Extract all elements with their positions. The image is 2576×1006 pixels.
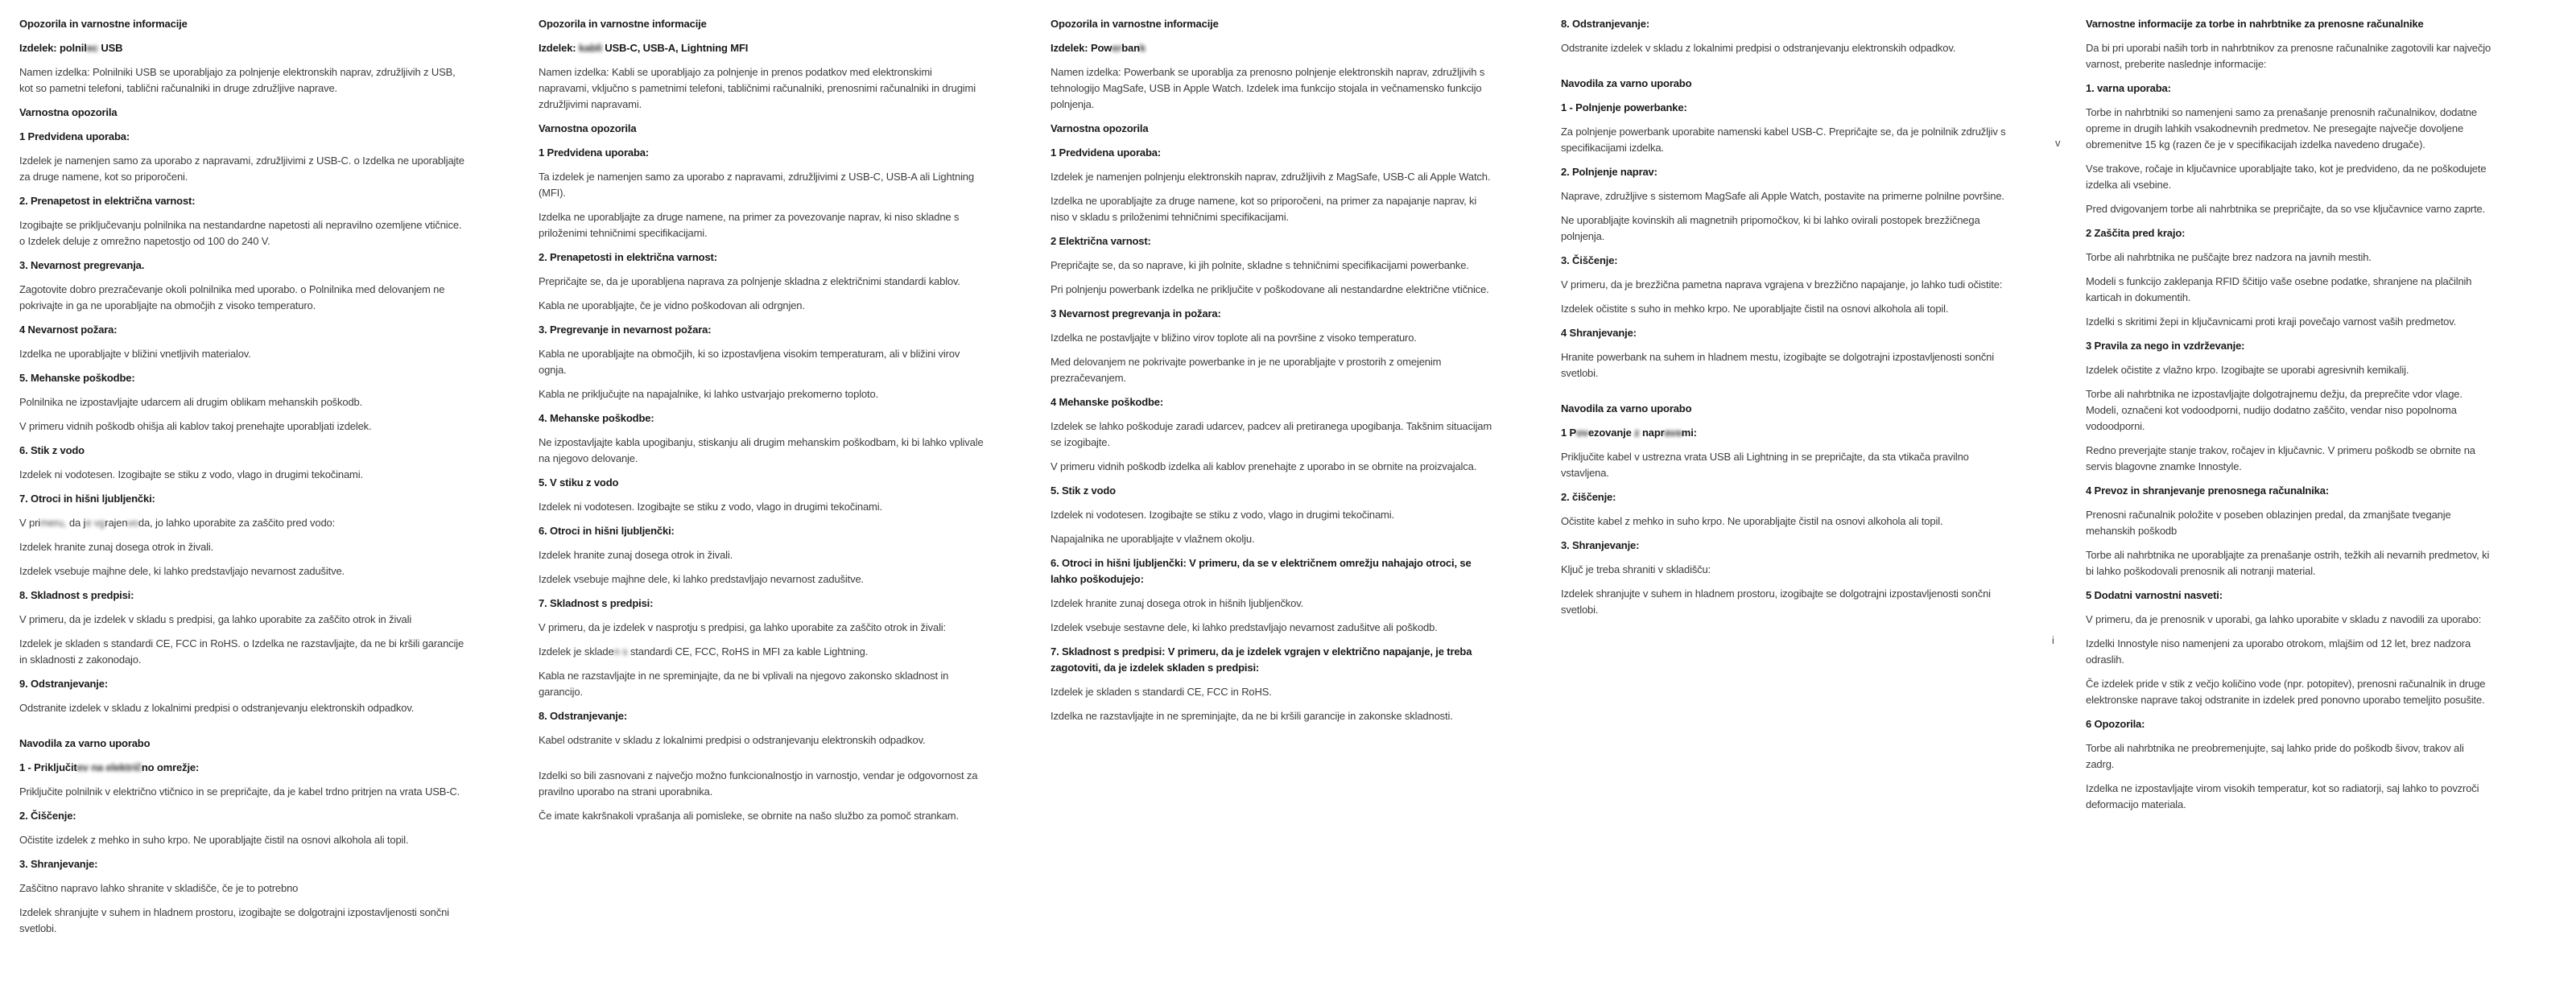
text-segment: 1 P	[1561, 427, 1577, 439]
text-segment: USB	[97, 42, 123, 54]
paragraph: Pred dvigovanjem torbe ali nahrbtnika se prepričajte, da so vse ključavnice varno zaprte.	[2086, 203, 2486, 215]
heading: 3. Shranjevanje:	[1561, 539, 1640, 551]
paragraph: Izdelek hranite zunaj dosega otrok in živali.	[19, 541, 214, 553]
blurred-text-segment: ev na električ	[76, 761, 142, 773]
paragraph: Ta izdelek je namenjen samo za uporabo z napravami, združljivimi z USB-C, USB-A ali Lightning (MFI).	[539, 171, 974, 199]
heading	[539, 40, 985, 56]
paragraph: Izdelek je skladen s standardi CE, FCC in RoHS. o Izdelka ne razstavljajte, da ne bi kršili garancije in skladnosti z zakonodajo.	[19, 637, 464, 666]
paragraph: Napajalnika ne uporabljajte v vlažnem okolju.	[1051, 533, 1255, 545]
paragraph: Ne uporabljajte kovinskih ali magnetnih pripomočkov, ki bi lahko ovirali postopek brezžičnega polnjenja.	[1561, 214, 1980, 242]
heading	[1561, 425, 2008, 441]
paragraph: Priključite kabel v ustrezna vrata USB ali Lightning in se prepričajte, da sta vtikača pravilno vstavljena.	[1561, 451, 1969, 479]
text-segment: USB-C, USB-A, Lightning MFI	[601, 42, 749, 54]
paragraph	[19, 515, 466, 531]
blurred-text-segment: k	[1139, 42, 1146, 54]
heading: 4 Mehanske poškodbe:	[1051, 396, 1164, 408]
paragraph: Kabel odstranite v skladu z lokalnimi predpisi o odstranjevanju elektronskih odpadkov.	[539, 734, 926, 746]
text-segment: Izdelek je sklade	[539, 645, 614, 658]
paragraph: Odstranite izdelek v skladu z lokalnimi predpisi o odstranjevanju elektronskih odpadkov.	[19, 702, 415, 714]
heading: 6 Opozorila:	[2086, 718, 2145, 730]
heading: Opozorila in varnostne informacije	[19, 18, 188, 30]
text-segment: no omrežje:	[141, 761, 200, 773]
paragraph: Izdelek ni vodotesen. Izogibajte se stiku z vodo, vlago in drugimi tekočinami.	[19, 468, 363, 480]
blurred-text-segment: ec	[86, 42, 98, 54]
paragraph: Polnilnika ne izpostavljajte udarcem ali drugim oblikam mehanskih poškodb.	[19, 396, 363, 408]
heading: 2 Električna varnost:	[1051, 235, 1151, 247]
paragraph: V primeru vidnih poškodb ohišja ali kablov takoj prenehajte uporabljati izdelek.	[19, 420, 372, 432]
heading: 5. V stiku z vodo	[539, 476, 619, 489]
heading	[19, 760, 466, 776]
paragraph: Torbe ali nahrbtnika ne preobremenjujte, saj lahko pride do poškodb šivov, trakov ali zadrg.	[2086, 742, 2464, 770]
heading: Varnostna opozorila	[1051, 122, 1149, 134]
paragraph: V primeru, da je izdelek v skladu s predpisi, ga lahko uporabite za zaščito otrok in živali	[19, 613, 412, 625]
heading: 5 Dodatni varnostni nasveti:	[2086, 589, 2223, 601]
paragraph: Izdelka ne uporabljajte v bližini vnetljivih materialov.	[19, 348, 251, 360]
paragraph: V primeru, da je brezžična pametna naprava vgrajena v brezžično napajanje, jo lahko tudi očistite:	[1561, 278, 2003, 291]
paragraph	[539, 644, 985, 660]
paragraph: Za polnjenje powerbank uporabite namenski kabel USB-C. Prepričajte se, da je polnilnik združljiv s specifikacijami izdelka.	[1561, 126, 2006, 154]
column-cables-warnings	[539, 16, 985, 832]
text-segment: da j	[66, 517, 86, 529]
heading: 8. Odstranjevanje:	[539, 710, 628, 722]
blurred-text-segment: n s	[613, 645, 628, 658]
paragraph: Torbe ali nahrbtnika ne uporabljajte za prenašanje ostrih, težkih ali nevarnih predmetov, ki bi lahko poškodovali prenosnik ali notranji material.	[2086, 549, 2490, 577]
paragraph: Namen izdelka: Powerbank se uporablja za prenosno polnjenje elektronskih naprav, združljivih s tehnologijo MagSafe, USB in Apple Watch. Izdelek ima funkcijo stojala in večnamensko funkcijo polnjenja.	[1051, 66, 1485, 110]
paragraph: Kabla ne uporabljajte na območjih, ki so izpostavljena visokim temperaturam, ali v bližini virov ognja.	[539, 348, 960, 376]
paragraph: Izdelki s skritimi žepi in ključavnicami proti kraji povečajo varnost vaših predmetov.	[2086, 315, 2457, 328]
heading: 2. Prenapetosti in električna varnost:	[539, 251, 717, 263]
paragraph: Prenosni računalnik položite v poseben oblazinjen predal, da zmanjšate tveganje mehanskih poškodb	[2086, 509, 2451, 537]
heading: 2 Zaščita pred krajo:	[2086, 227, 2186, 239]
paragraph: Namen izdelka: Polnilniki USB se uporabljajo za polnjenje elektronskih naprav, združljivih z USB, kot so pametni telefoni, tablični računalniki in druge združljive naprave.	[19, 66, 456, 94]
heading: 4. Mehanske poškodbe:	[539, 412, 654, 424]
text-segment: V pri	[19, 517, 40, 529]
text-segment: ezovanje	[1587, 427, 1635, 439]
paragraph: Izdelki Innostyle niso namenjeni za uporabo otrokom, mlajšim od 12 let, brez nadzora odraslih.	[2086, 637, 2471, 666]
blurred-text-segment: ov	[1576, 427, 1588, 439]
text-segment: mi:	[1681, 427, 1697, 439]
paragraph: Prepričajte se, da je uporabljena naprava za polnjenje skladna z električnimi standardi kablov.	[539, 275, 960, 287]
paragraph: Zaščitno napravo lahko shranite v skladišče, če je to potrebno	[19, 882, 299, 894]
heading: 4 Nevarnost požara:	[19, 324, 118, 336]
paragraph: Kabla ne uporabljajte, če je vidno poškodovan ali odrgnjen.	[539, 299, 805, 311]
heading: 6. Otroci in hišni ljubljenčki: V primeru, da se v električnem omrežju nahajajo otroci, se lahko poškodujejo:	[1051, 557, 1472, 585]
heading: 7. Skladnost s predpisi:	[539, 597, 654, 609]
blurred-text-segment: vo	[127, 517, 138, 529]
paragraph: Priključite polnilnik v električno vtičnico in se prepričajte, da je kabel trdno pritrjen na vrata USB-C.	[19, 785, 460, 798]
paragraph: Izdelek očistite s suho in mehko krpo. Ne uporabljajte čistil na osnovi alkohola ali topil.	[1561, 303, 1949, 315]
paragraph: Izdelek hranite zunaj dosega otrok in hišnih ljubljenčkov.	[1051, 597, 1304, 609]
heading: Varnostne informacije za torbe in nahrbtnike za prenosne računalnike	[2086, 18, 2424, 30]
paragraph: V primeru, da je prenosnik v uporabi, ga lahko uporabite v skladu z navodili za uporabo:	[2086, 613, 2482, 625]
paragraph: Izdelek je skladen s standardi CE, FCC in RoHS.	[1051, 686, 1272, 698]
paragraph: Torbe ali nahrbtnika ne izpostavljajte dolgotrajnemu dežju, da preprečite vdor vlage. Modeli, označeni kot vodoodporni, nudijo dodatno zaščito, vendar niso popolnoma vodoodporni.	[2086, 388, 2462, 432]
text-segment: Izdelek: Pow	[1051, 42, 1113, 54]
heading: Varnostna opozorila	[539, 122, 637, 134]
heading: 2. Čiščenje:	[19, 810, 76, 822]
paragraph: Ne izpostavljajte kabla upogibanju, stiskanju ali drugim mehanskim poškodbam, ki bi lahko vplivale na njegovo delovanje.	[539, 436, 984, 464]
paragraph: Torbe in nahrbtniki so namenjeni samo za prenašanje prenosnih računalnikov, dodatne opreme in drugih lahkih vsakodnevnih predmetov. Ne presegajte največje dovoljene obremenitve 15 kg (razen če je v specifikacijah izdelka navedeno drugače).	[2086, 106, 2477, 150]
heading: 2. čiščenje:	[1561, 491, 1616, 503]
blurred-text-segment: ava	[1664, 427, 1682, 439]
heading: Opozorila in varnostne informacije	[1051, 18, 1219, 30]
heading: Opozorila in varnostne informacije	[539, 18, 707, 30]
paragraph: Očistite izdelek z mehko in suho krpo. Ne uporabljajte čistil na osnovi alkohola ali topil.	[19, 834, 409, 846]
paragraph: V primeru, da je izdelek v nasprotju s predpisi, ga lahko uporabite za zaščito otrok in živali:	[539, 621, 947, 633]
heading	[19, 40, 466, 56]
heading: 6. Stik z vodo	[19, 444, 85, 456]
heading: 7. Skladnost s predpisi: V primeru, da je izdelek vgrajen v električno napajanje, je treba zagotoviti, da je izdelek skladen s predpisi:	[1051, 645, 1472, 674]
paragraph: Če izdelek pride v stik z večjo količino vode (npr. potopitev), prenosni računalnik in druge elektronske naprave takoj odstranite in izdelek pred ponovno uporabo temeljito posušite.	[2086, 678, 2486, 706]
heading: Navodila za varno uporabo	[1561, 77, 1692, 89]
paragraph: Modeli s funkcijo zaklepanja RFID ščitijo vaše osebne podatke, shranjene na plačilnih karticah in dokumentih.	[2086, 275, 2472, 303]
heading: Navodila za varno uporabo	[19, 737, 151, 749]
heading: 1 Predvidena uporaba:	[539, 146, 650, 159]
paragraph: Izdelek hranite zunaj dosega otrok in živali.	[539, 549, 733, 561]
heading: 7. Otroci in hišni ljubljenčki:	[19, 493, 155, 505]
heading: 5. Stik z vodo	[1051, 484, 1116, 497]
paragraph: Hranite powerbank na suhem in hladnem mestu, izogibajte se dolgotrajni izpostavljenosti sončni svetlobi.	[1561, 351, 1994, 379]
paragraph: Torbe ali nahrbtnika ne puščajte brez nadzora na javnih mestih.	[2086, 251, 2372, 263]
text-segment: standardi CE, FCC, RoHS in MFI za kable Lightning.	[627, 645, 869, 658]
paragraph: Izdelka ne razstavljajte in ne spreminjajte, da ne bi kršili garancije in zakonske skladnosti.	[1051, 710, 1453, 722]
paragraph: Izdelek ni vodotesen. Izogibajte se stiku z vodo, vlago in drugimi tekočinami.	[1051, 509, 1394, 521]
heading: 5. Mehanske poškodbe:	[19, 372, 135, 384]
paragraph: Izdelka ne uporabljajte za druge namene, kot so priporočeni, na primer za napajanje naprav, ki niso v skladu s priloženimi tehničnimi specifikacijami.	[1051, 195, 1477, 223]
column-usb-charger-warnings	[19, 16, 466, 945]
paragraph: Prepričajte se, da so naprave, ki jih polnite, skladne s tehničnimi specifikacijami powerbanke.	[1051, 259, 1469, 271]
heading: 8. Odstranjevanje:	[1561, 18, 1650, 30]
text-segment: 1 - Priključit	[19, 761, 77, 773]
column-laptop-bags-safety	[2086, 16, 2492, 821]
paragraph: Izdelka ne postavljajte v bližino virov toplote ali na površine z visoko temperaturo.	[1051, 332, 1417, 344]
paragraph: Izdelek vsebuje majhne dele, ki lahko predstavljajo nevarnost zadušitve.	[19, 565, 345, 577]
text-segment: ban	[1121, 42, 1140, 54]
paragraph: Kabla ne razstavljajte in ne spreminjajte, da ne bi vplivali na njegovo zakonsko skladnost in garancijo.	[539, 670, 949, 698]
heading: 8. Skladnost s predpisi:	[19, 589, 134, 601]
heading: 1. varna uporaba:	[2086, 82, 2171, 94]
heading: 3. Shranjevanje:	[19, 858, 98, 870]
heading: 4 Shranjevanje:	[1561, 327, 1637, 339]
blurred-text-segment: meru,	[39, 517, 67, 529]
paragraph: Izdelek se lahko poškoduje zaradi udarcev, padcev ali pretiranega upogibanja. Takšnim situacijam se izogibajte.	[1051, 420, 1492, 448]
heading: 3. Čiščenje:	[1561, 254, 1618, 266]
stray-character: v	[2055, 137, 2061, 149]
heading	[1051, 40, 1497, 56]
paragraph: Izdelka ne uporabljajte za druge namene, na primer za povezovanje naprav, ki niso skladne s priloženimi tehničnimi specifikacijami.	[539, 211, 960, 239]
column-powerbank-warnings	[1051, 16, 1497, 732]
heading: Varnostna opozorila	[19, 106, 118, 118]
paragraph: Izdelek shranjujte v suhem in hladnem prostoru, izogibajte se dolgotrajni izpostavljenosti sončni svetlobi.	[1561, 588, 1991, 616]
paragraph: Zagotovite dobro prezračevanje okoli polnilnika med uporabo. o Polnilnika med delovanjem ne pokrivajte in ga ne uporabljajte na območjih z visoko temperaturo.	[19, 283, 445, 311]
heading: 3 Nevarnost pregrevanja in požara:	[1051, 307, 1221, 320]
heading: 1 - Polnjenje powerbanke:	[1561, 101, 1687, 113]
paragraph: Pri polnjenju powerbank izdelka ne priključite v poškodovane ali nestandardne električne vtičnice.	[1051, 283, 1489, 295]
heading: 2. Polnjenje naprav:	[1561, 166, 1657, 178]
text-segment: napr	[1639, 427, 1665, 439]
paragraph: Ključ je treba shraniti v skladišču:	[1561, 563, 1711, 575]
paragraph: Namen izdelka: Kabli se uporabljajo za polnjenje in prenos podatkov med elektronskimi napravami, vključno s pametnimi telefoni, tabličnimi računalniki, prenosnimi računalniki in drugimi združljivimi napravami.	[539, 66, 976, 110]
text-segment: rajen	[105, 517, 128, 529]
heading: 3. Nevarnost pregrevanja.	[19, 259, 145, 271]
stray-character: i	[2052, 634, 2054, 646]
paragraph: Izdelek je namenjen polnjenju elektronskih naprav, združljivih z MagSafe, USB-C ali Apple Watch.	[1051, 171, 1491, 183]
heading: 6. Otroci in hišni ljubljenčki:	[539, 525, 675, 537]
column-powerbank-usage-and-cable-usage	[1561, 16, 2008, 626]
heading: 3. Pregrevanje in nevarnost požara:	[539, 324, 712, 336]
paragraph: Izdelek shranjujte v suhem in hladnem prostoru, izogibajte se dolgotrajni izpostavljenosti sončni svetlobi.	[19, 906, 449, 934]
heading: Navodila za varno uporabo	[1561, 402, 1692, 414]
blurred-text-segment: kabli	[578, 42, 602, 54]
paragraph: Izdelka ne izpostavljajte virom visokih temperatur, kot so radiatorji, saj lahko to povzroči deformacijo materiala.	[2086, 782, 2479, 810]
heading: 2. Prenapetost in električna varnost:	[19, 195, 196, 207]
paragraph: Odstranite izdelek v skladu z lokalnimi predpisi o odstranjevanju elektronskih odpadkov.	[1561, 42, 1956, 54]
paragraph: Izdelek je namenjen samo za uporabo z napravami, združljivimi z USB-C. o Izdelka ne uporabljajte za druge namene, kot so priporočeni.	[19, 155, 464, 183]
heading: 3 Pravila za nego in vzdrževanje:	[2086, 340, 2245, 352]
heading: 1 Predvidena uporaba:	[1051, 146, 1162, 159]
text-segment: Izdelek: polnil	[19, 42, 87, 54]
blurred-text-segment: e vg	[85, 517, 105, 529]
paragraph: Izdelek očistite z vlažno krpo. Izogibajte se uporabi agresivnih kemikalij.	[2086, 364, 2409, 376]
text-segment: da, jo lahko uporabite za zaščito pred vodo:	[138, 517, 336, 529]
paragraph: Izdelek ni vodotesen. Izogibajte se stiku z vodo, vlago in drugimi tekočinami.	[539, 501, 882, 513]
heading: 1 Predvidena uporaba:	[19, 130, 130, 142]
paragraph: Kabla ne priključujte na napajalnike, ki lahko ustvarjajo prekomerno toploto.	[539, 388, 879, 400]
paragraph: Vse trakove, ročaje in ključavnice uporabljajte tako, kot je predvideno, da ne poškodujete izdelka ali vsebine.	[2086, 163, 2487, 191]
heading: 9. Odstranjevanje:	[19, 678, 109, 690]
paragraph: V primeru vidnih poškodb izdelka ali kablov prenehajte z uporabo in se obrnite na proizvajalca.	[1051, 460, 1477, 472]
paragraph: Izdelek vsebuje majhne dele, ki lahko predstavljajo nevarnost zadušitve.	[539, 573, 864, 585]
paragraph: Redno preverjajte stanje trakov, ročajev in ključavnic. V primeru poškodb se obrnite na servis blagovne znamke Innostyle.	[2086, 444, 2475, 472]
paragraph: Naprave, združljive s sistemom MagSafe ali Apple Watch, postavite na primerne polnilne površine.	[1561, 190, 2004, 202]
paragraph: Izdelek vsebuje sestavne dele, ki lahko predstavljajo nevarnost zadušitve ali poškodb.	[1051, 621, 1438, 633]
paragraph: Izdelki so bili zasnovani z največjo možno funkcionalnostjo in varnostjo, vendar je odgovornost za pravilno uporabo na strani uporabnika.	[539, 769, 978, 798]
blurred-text-segment: er	[1112, 42, 1122, 54]
blurred-text-segment: z	[1634, 427, 1640, 439]
text-segment: Izdelek:	[539, 42, 579, 54]
paragraph: Da bi pri uporabi naših torb in nahrbtnikov za prenosne računalnike zagotovili kar največjo varnost, preberite naslednje informacije:	[2086, 42, 2491, 70]
paragraph: Izogibajte se priključevanju polnilnika na nestandardne napetosti ali nepravilno ozemljene vtičnice. o Izdelek deluje z omrežno napetostjo od 100 do 240 V.	[19, 219, 462, 247]
paragraph: Med delovanjem ne pokrivajte powerbanke in je ne uporabljajte v prostorih z omejenim prezračevanjem.	[1051, 356, 1442, 384]
paragraph: Če imate kakršnakoli vprašanja ali pomisleke, se obrnite na našo službo za pomoč strankam.	[539, 810, 959, 822]
heading: 4 Prevoz in shranjevanje prenosnega računalnika:	[2086, 484, 2330, 497]
paragraph: Očistite kabel z mehko in suho krpo. Ne uporabljajte čistil na osnovi alkohola ali topil.	[1561, 515, 1943, 527]
